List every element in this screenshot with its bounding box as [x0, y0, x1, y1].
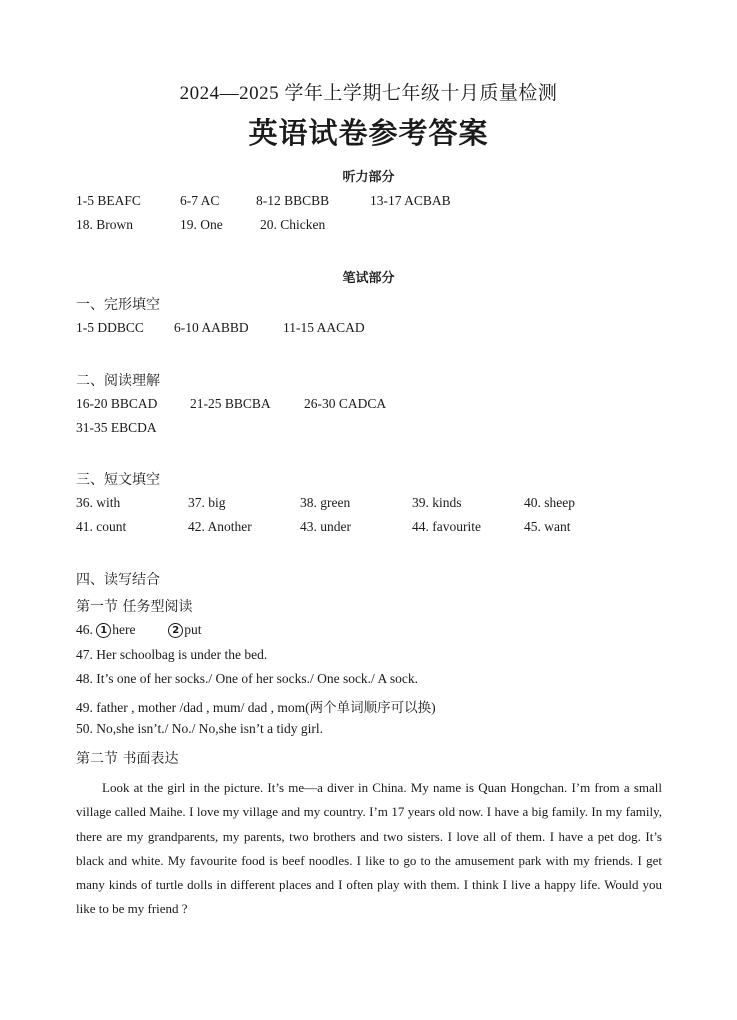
answer-item: 42. Another: [188, 519, 252, 534]
answer-46-1: here: [112, 622, 136, 637]
answer-50: 50. No,she isn’t./ No./ No,she isn’t a tidy girl.: [76, 721, 323, 736]
read-write-heading: 四、读写结合: [76, 572, 160, 588]
written-section-title: 笔试部分: [342, 271, 395, 286]
answer-46: [76, 622, 202, 638]
exam-title: 2024—2025 学年上学期七年级十月质量检测: [179, 83, 558, 104]
answer-group: 8-12 BBCBB: [256, 193, 330, 208]
answer-group: 1-5 DDBCC: [76, 320, 144, 335]
answer-group: 1-5 BEAFC: [76, 193, 141, 208]
answer-item: 41. count: [76, 519, 127, 534]
fill-heading: 三、短文填空: [76, 472, 160, 488]
answer-group: 16-20 BBCAD: [76, 396, 158, 411]
answer-49: 49. father , mother /dad , mum/ dad , mom(两个单词顺序可以换): [76, 700, 436, 715]
answer-group: 13-17 ACBAB: [370, 193, 451, 208]
answer-group: 21-25 BBCBA: [190, 396, 271, 411]
writing-task-title: 第二节 书面表达: [76, 751, 179, 767]
circled-number-1: 1: [96, 623, 111, 638]
answer-46-2: put: [184, 622, 202, 637]
answer-group: 6-7 AC: [180, 193, 220, 208]
answer-item: 43. under: [300, 519, 351, 534]
question-number: 46.: [76, 622, 93, 637]
circled-number-2: 2: [168, 623, 183, 638]
answer-item: 36. with: [76, 495, 121, 510]
answer-item: 19. One: [180, 217, 223, 232]
answer-item: 45. want: [524, 519, 571, 534]
answer-key-title: 英语试卷参考答案: [248, 116, 489, 150]
answer-47: 47. Her schoolbag is under the bed.: [76, 647, 268, 662]
answer-item: 38. green: [300, 495, 351, 510]
answer-item: 20. Chicken: [260, 217, 326, 232]
answer-item: 40. sheep: [524, 495, 575, 510]
answer-item: 18. Brown: [76, 217, 133, 232]
cloze-heading: 一、完形填空: [76, 297, 160, 313]
answer-group: 31-35 EBCDA: [76, 420, 157, 435]
answer-group: 6-10 AABBD: [174, 320, 249, 335]
answer-item: 44. favourite: [412, 519, 481, 534]
listening-section-title: 听力部分: [342, 170, 395, 185]
answer-48: 48. It’s one of her socks./ One of her socks./ One sock./ A sock.: [76, 671, 418, 686]
task-reading-title: 第一节 任务型阅读: [76, 599, 193, 615]
reading-heading: 二、阅读理解: [76, 373, 160, 389]
answer-item: 37. big: [188, 495, 226, 510]
answer-group: 11-15 AACAD: [283, 320, 365, 335]
model-essay: Look at the girl in the picture. It’s me—a diver in China. My name is Quan Hongchan. I’m from a small village called Maihe. I love my village and my country. I’m 17 years old now. I have a big family. In my family, there are my grandparents, my parents, two brothers and two sisters. I love all of them. I have a pet dog. It’s black and white. My favourite food is beef noodles. I like to go to the amusement park with my friends. I get many kinds of turtle dolls in different places and I often play with them. I think I live a happy life. Would you like to be my friend ?: [76, 780, 662, 917]
answer-group: 26-30 CADCA: [304, 396, 387, 411]
answer-item: 39. kinds: [412, 495, 462, 510]
